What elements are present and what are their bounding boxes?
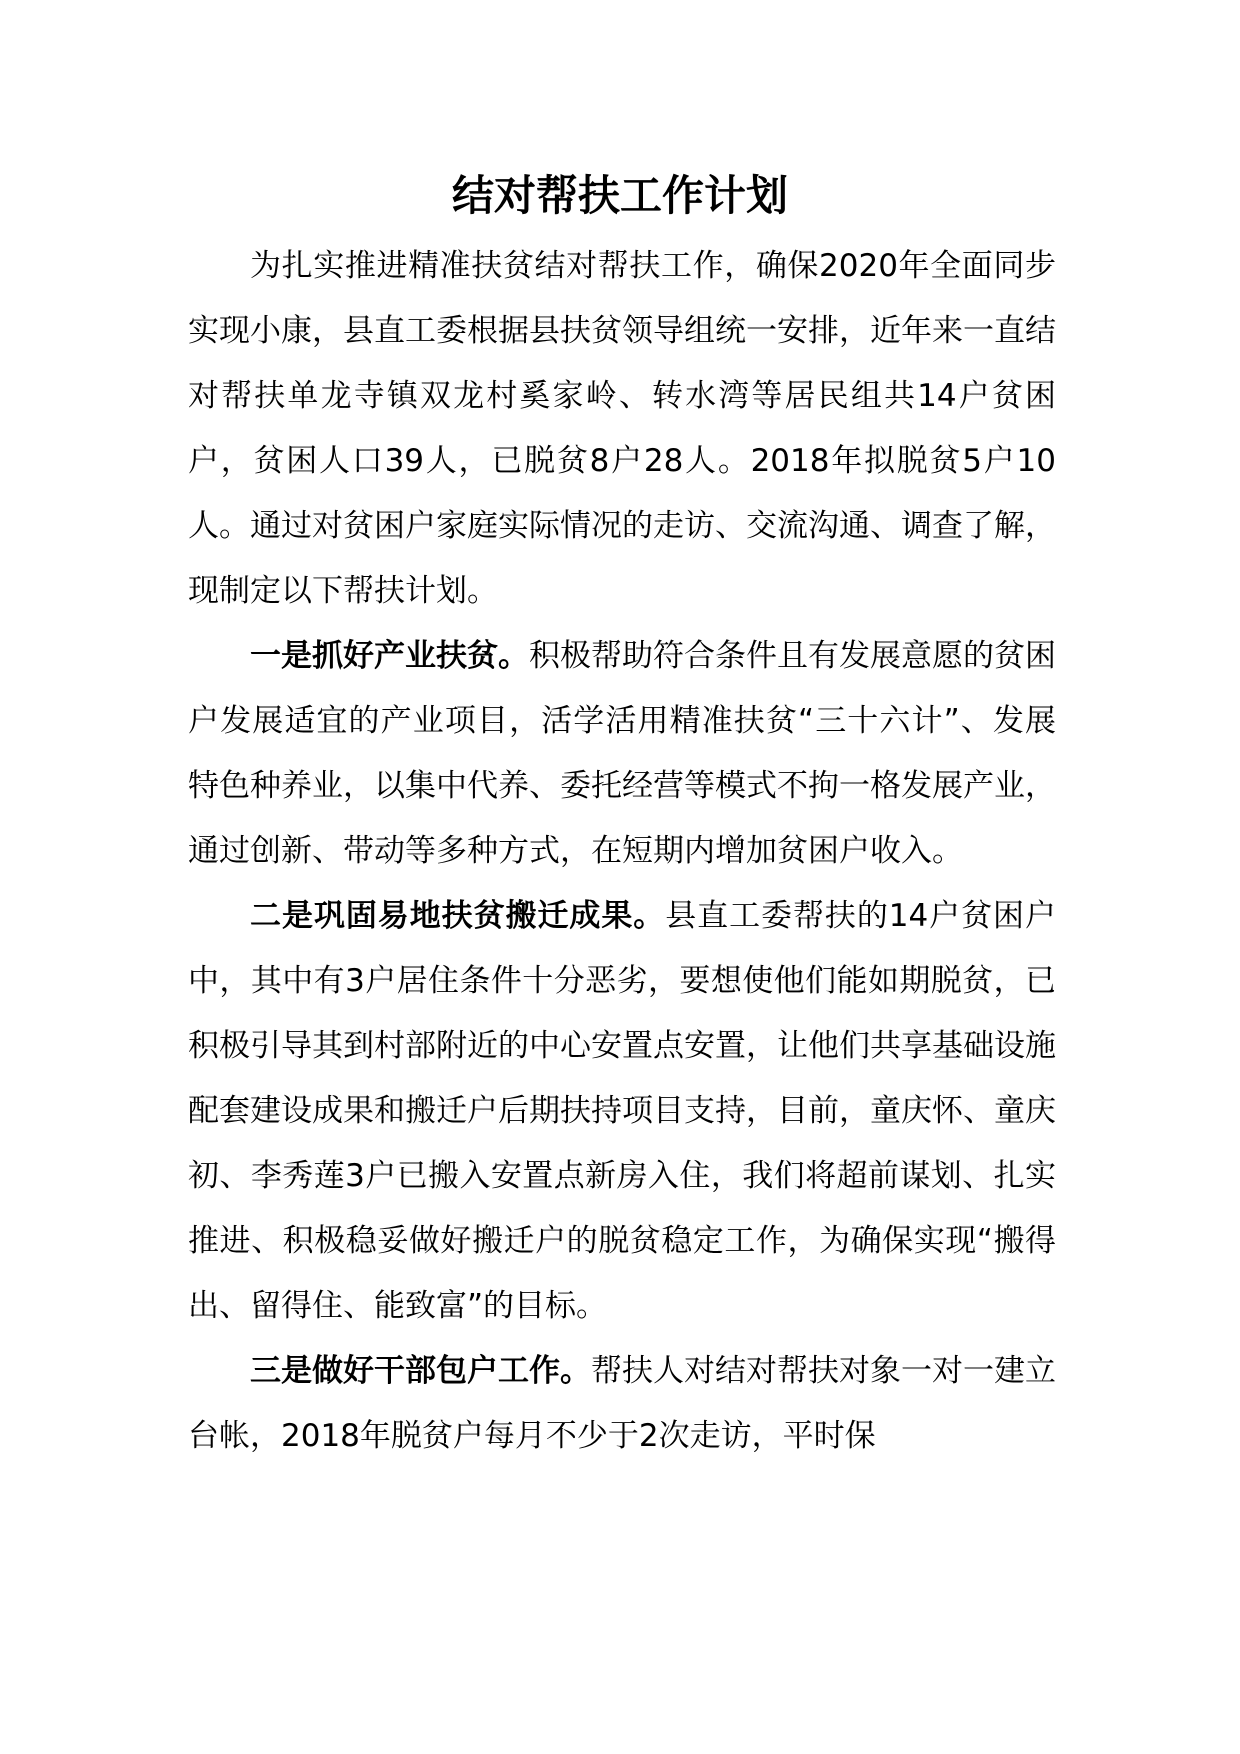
paragraph-lead: 二是巩固易地扶贫搬迁成果。: [250, 898, 666, 934]
document-body: [188, 234, 1056, 1469]
paragraph-text: 帮扶人对结对帮扶对象一对一建立台帐，2018年脱贫户每月不少于2次走访，平时保: [188, 1353, 1056, 1454]
paragraph-text: 积极帮助符合条件且有发展意愿的贫困户发展适宜的产业项目，活学活用精准扶贫“三十六计”、发展特色种养业，以集中代养、委托经营等模式不拘一格发展产业，通过创新、带动等多种方式，在短期内增加贫困户收入。: [188, 638, 1056, 869]
paragraph-lead: 三是做好干部包户工作。: [250, 1353, 591, 1389]
paragraph-relocation-results: [188, 884, 1056, 1339]
paragraph-lead: 一是抓好产业扶贫。: [250, 638, 529, 674]
paragraph-industry-poverty-relief: [188, 624, 1056, 884]
document-title: 结对帮扶工作计划: [451, 171, 788, 220]
paragraph-intro: [188, 234, 1056, 624]
paragraph-text: 为扎实推进精准扶贫结对帮扶工作，确保2020年全面同步实现小康，县直工委根据县扶贫领导组统一安排，近年来一直结对帮扶单龙寺镇双龙村奚家岭、转水湾等居民组共14户贫困户，贫困人口39人，已脱贫8户28人。2018年拟脱贫5户10人。通过对贫困户家庭实际情况的走访、交流沟通、调查了解，现制定以下帮扶计划。: [188, 248, 1056, 609]
paragraph-text: 县直工委帮扶的14户贫困户中，其中有3户居住条件十分恶劣，要想使他们能如期脱贫，已积极引导其到村部附近的中心安置点安置，让他们共享基础设施配套建设成果和搬迁户后期扶持项目支持，目前，童庆怀、童庆初、李秀莲3户已搬入安置点新房入住，我们将超前谋划、扎实推进、积极稳妥做好搬迁户的脱贫稳定工作，为确保实现“搬得出、留得住、能致富”的目标。: [188, 898, 1056, 1324]
paragraph-cadre-household-work: [188, 1339, 1056, 1469]
